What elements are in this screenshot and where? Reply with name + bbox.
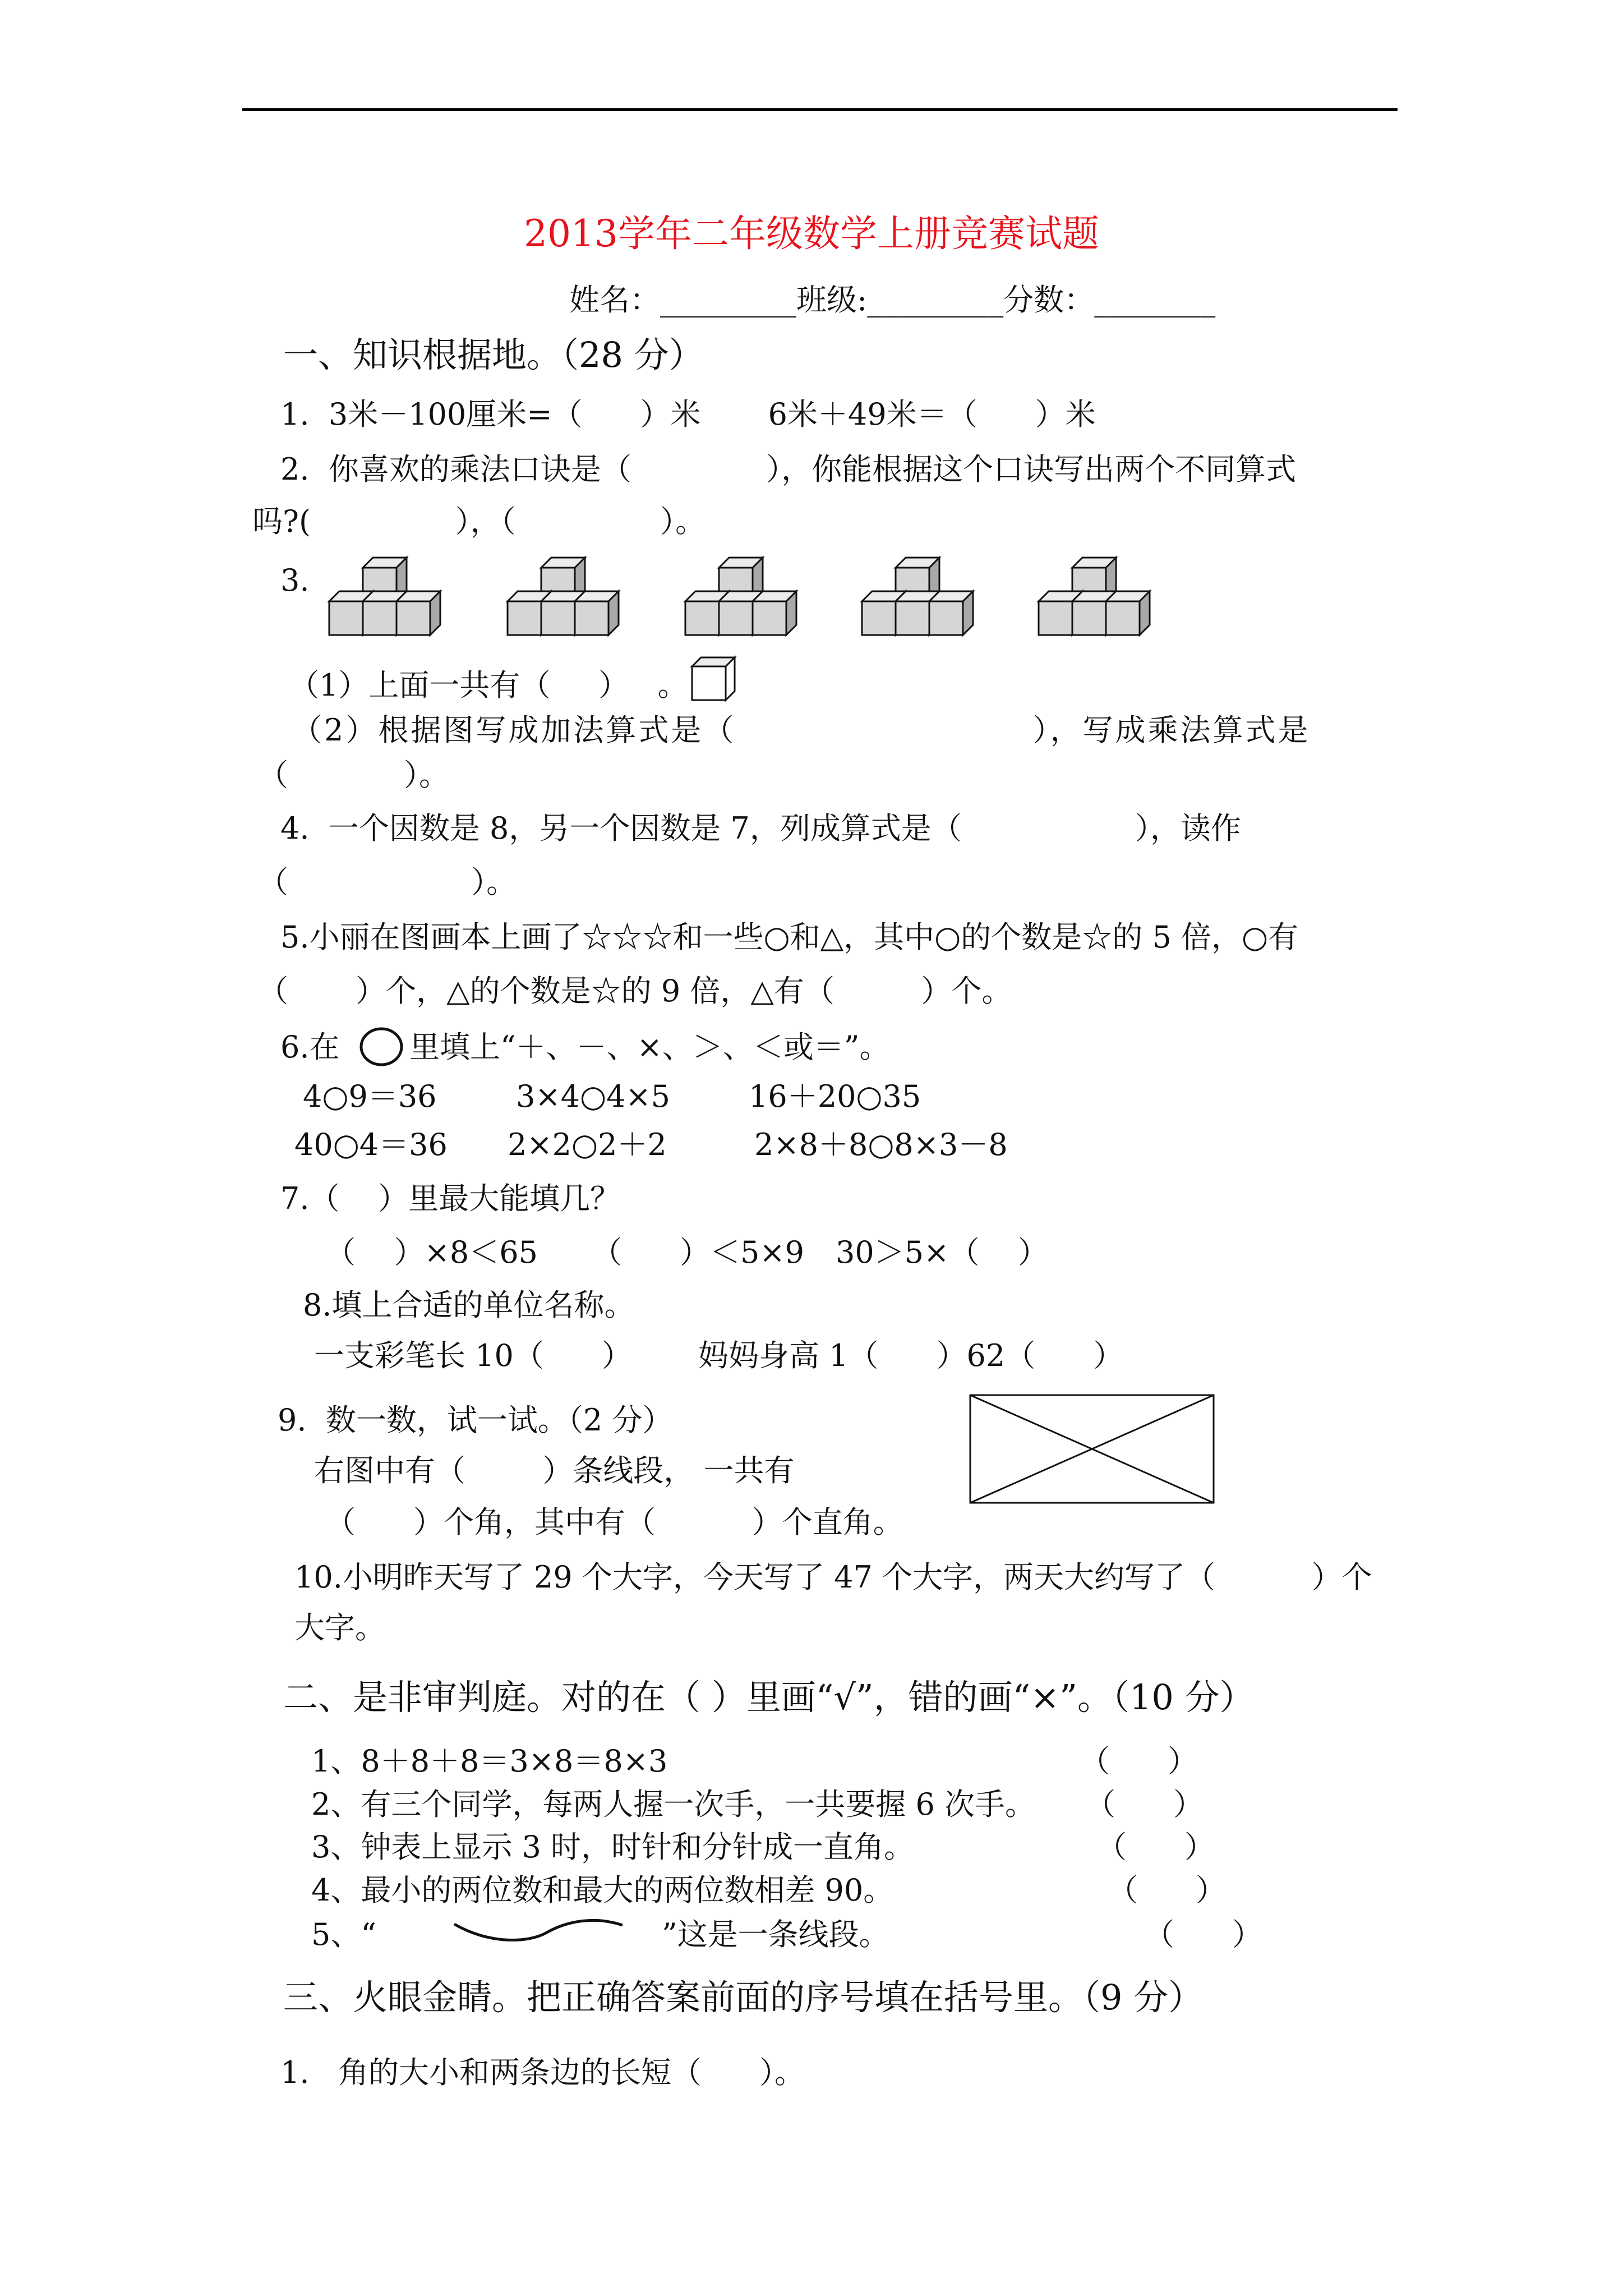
cube-figure-1: [328, 545, 451, 641]
question-6-item: 2×8＋8○8×3－8: [754, 1127, 1008, 1162]
question-2-line1: 2. 你喜欢的乘法口诀是（ ），你能根据这个口诀写出两个不同算式: [280, 452, 1297, 487]
question-8-item: 妈妈身高 1（ ）62（ ）: [698, 1338, 1124, 1373]
judgement-item: 5、“: [311, 1917, 376, 1952]
question-9-line1: 9. 数一数，试一试。（2 分）: [278, 1402, 673, 1438]
question-6-item: 40○4＝36: [294, 1127, 448, 1162]
judgement-item: 2、有三个同学，每两人握一次手，一共要握 6 次手。: [311, 1787, 1036, 1822]
question-7-heading: 7.（ ）里最大能填几？: [280, 1181, 621, 1216]
section1-heading: 一、知识根据地。（28 分）: [283, 334, 704, 375]
student-info-fields: 姓名：_________班级:_________分数：________: [569, 282, 1216, 318]
judgement-blank: （ ）: [1144, 1917, 1262, 1952]
question-6-item: 4○9＝36: [303, 1079, 437, 1114]
judgement-blank: （ ）: [1085, 1787, 1204, 1822]
judgement-blank: （ ）: [1080, 1743, 1198, 1779]
cube-figure-2: [506, 545, 630, 641]
question-7-item: （ ）＜5×9: [592, 1235, 804, 1270]
question-1: 1. 3米－100厘米=（ ）米 6米＋49米＝（ ）米: [280, 397, 1096, 432]
question-4-line2: （ ）。: [258, 864, 517, 900]
cube-figure-4: [861, 545, 984, 641]
question-6-prefix: 6.在: [280, 1029, 340, 1065]
question-9-line3: （ ）个角，其中有（ ）个直角。: [325, 1504, 903, 1540]
judgement-item: 4、最小的两位数和最大的两位数相差 90。: [311, 1872, 894, 1908]
cube-figure-5: [1038, 545, 1161, 641]
question-3-part2-line1: （2）根据图写成加法算式是（ ），写成乘法算式是: [292, 712, 1311, 748]
section3-question-1: 1. 角的大小和两条边的长短（ ）。: [280, 2055, 805, 2090]
question-6-item: 16＋20○35: [749, 1079, 921, 1114]
question-3-part2-line2: （ ）。: [258, 757, 449, 793]
question-7-item: （ ）×8＜65: [325, 1235, 538, 1270]
judgement-blank: （ ）: [1108, 1872, 1226, 1908]
judgement-item: 3、钟表上显示 3 时，时针和分针成一直角。: [311, 1829, 915, 1865]
question-6-instruction: 里填上“＋、－、×、＞、＜或＝”。: [409, 1029, 890, 1065]
question-5-line1: 5.小丽在图画本上画了☆☆☆和一些○和△，其中○的个数是☆的 5 倍，○有: [280, 919, 1299, 955]
circle-icon: [359, 1027, 404, 1067]
top-rule: [242, 108, 1398, 111]
page-title: 2013学年二年级数学上册竞赛试题: [524, 212, 1099, 255]
question-9-line2: 右图中有（ ）条线段， 一共有: [314, 1453, 795, 1488]
single-cube-icon: [691, 656, 736, 701]
question-8-item: 一支彩笔长 10（ ）: [314, 1338, 632, 1373]
section3-heading: 三、火眼金睛。把正确答案前面的序号填在括号里。（9 分）: [283, 1977, 1204, 2018]
judgement-item: ”这是一条线段。: [662, 1917, 889, 1952]
judgement-item: 1、8＋8＋8＝3×8＝8×3: [311, 1743, 668, 1779]
judgement-blank: （ ）: [1096, 1829, 1215, 1865]
question-8-heading: 8.填上合适的单位名称。: [303, 1287, 635, 1323]
question-5-line2: （ ）个，△的个数是☆的 9 倍，△有（ ）个。: [258, 973, 1012, 1009]
section2-heading: 二、是非审判庭。对的在（ ）里画“√”，错的画“×”。（10 分）: [283, 1677, 1255, 1718]
question-4-line1: 4. 一个因数是 8，另一个因数是 7，列成算式是（ ），读作: [280, 811, 1241, 846]
question-6-item: 2×2○2＋2: [508, 1127, 667, 1162]
question-10-line1: 10.小明昨天写了 29 个大字，今天写了 47 个大字，两天大约写了（ ）个: [294, 1559, 1372, 1595]
wavy-line-icon: [449, 1913, 628, 1947]
question-2-line2: 吗?( ），（ ）。: [252, 504, 706, 539]
question-10-line2: 大字。: [294, 1610, 385, 1645]
question-6-item: 3×4○4×5: [516, 1079, 671, 1114]
question-7-item: 30＞5×（ ）: [836, 1235, 1048, 1270]
crossed-rectangle-figure: [969, 1394, 1215, 1504]
question-3-label: 3.: [280, 563, 310, 598]
question-3-part1: （1）上面一共有（ ） 。: [289, 668, 688, 703]
cube-figure-3: [684, 545, 808, 641]
